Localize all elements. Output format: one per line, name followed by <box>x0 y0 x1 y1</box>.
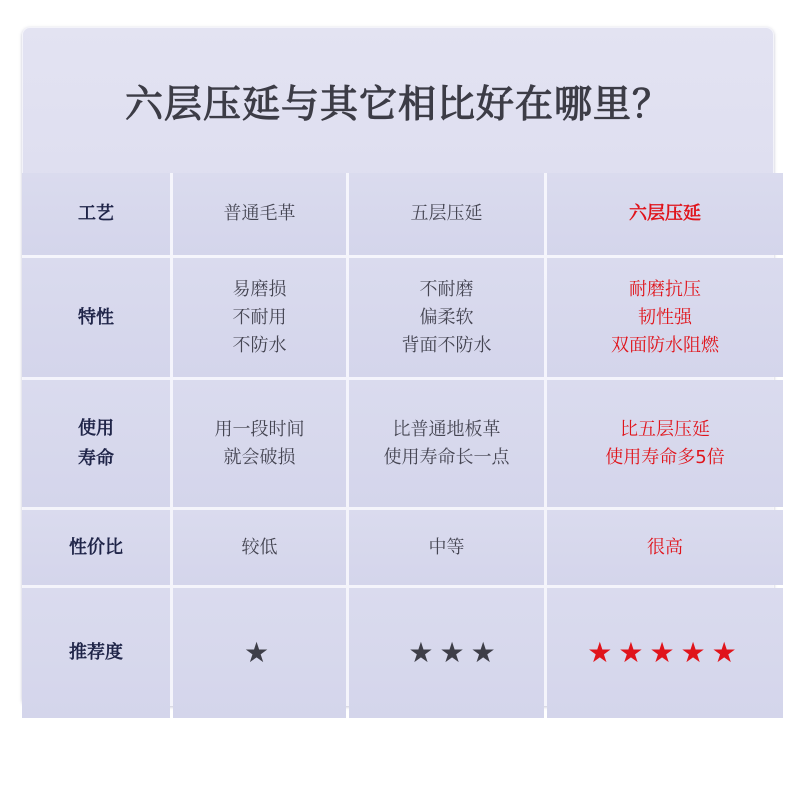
cell-lifespan-five-layer <box>349 380 544 507</box>
feature-normal-line: 不防水 <box>232 334 287 356</box>
cell-value-five-layer: 中等 <box>349 510 544 585</box>
lifespan-label-line: 寿命 <box>78 447 114 469</box>
cell-rating-five-layer <box>349 588 544 718</box>
comparison-table <box>22 173 774 706</box>
row-label-value: 性价比 <box>22 510 170 585</box>
feature-normal-line: 不耐用 <box>232 306 287 328</box>
star-icon: ★ <box>243 636 276 669</box>
comparison-card <box>22 27 774 706</box>
half-star-icon: ★ <box>470 636 502 669</box>
feature-five-layer-line: 偏柔软 <box>419 306 474 328</box>
lifespan-label-line: 使用 <box>78 417 114 439</box>
cell-lifespan-six-layer <box>547 380 783 507</box>
star-icon: ★ <box>408 636 440 669</box>
cell-value-six-layer: 很高 <box>547 510 783 585</box>
row-label-lifespan <box>22 380 170 507</box>
rating-stars <box>587 638 743 668</box>
lifespan-six-layer-line: 使用寿命多5倍 <box>605 446 725 468</box>
star-icon: ★ <box>649 636 681 669</box>
feature-six-layer-line: 耐磨抗压 <box>629 278 701 300</box>
star-icon: ★ <box>680 636 712 669</box>
star-icon: ★ <box>587 636 619 669</box>
star-icon: ★ <box>618 636 650 669</box>
star-icon: ★ <box>711 636 743 669</box>
feature-six-layer-line: 韧性强 <box>638 306 692 328</box>
cell-feature-normal <box>173 258 346 377</box>
cell-value-normal: 较低 <box>173 510 346 585</box>
lifespan-normal-line: 就会破损 <box>223 446 296 468</box>
cell-feature-six-layer <box>547 258 783 377</box>
cell-rating-normal <box>173 588 346 718</box>
cell-rating-six-layer <box>547 588 783 718</box>
feature-six-layer-line: 双面防水阻燃 <box>611 334 719 356</box>
cell-craft-normal: 普通毛革 <box>173 173 346 255</box>
feature-normal-line: 易磨损 <box>232 278 287 300</box>
lifespan-six-layer-line: 比五层压延 <box>620 418 710 440</box>
rating-stars <box>408 636 502 669</box>
cell-craft-five-layer: 五层压延 <box>349 173 544 255</box>
cell-craft-six-layer: 六层压延 <box>547 173 783 255</box>
lifespan-normal-line: 用一段时间 <box>214 418 305 440</box>
row-label-feature: 特性 <box>22 258 170 377</box>
row-label-craft: 工艺 <box>22 173 170 255</box>
feature-five-layer-line: 背面不防水 <box>401 334 492 356</box>
cell-feature-five-layer <box>349 258 544 377</box>
row-label-rating: 推荐度 <box>22 588 170 718</box>
lifespan-five-layer-line: 使用寿命长一点 <box>383 446 510 468</box>
page-title: 六层压延与其它相比好在哪里？ <box>124 81 671 126</box>
feature-five-layer-line: 不耐磨 <box>419 278 474 300</box>
lifespan-five-layer-line: 比普通地板革 <box>392 418 501 440</box>
rating-stars <box>244 638 275 668</box>
star-icon: ★ <box>439 636 471 669</box>
cell-lifespan-normal <box>173 380 346 507</box>
